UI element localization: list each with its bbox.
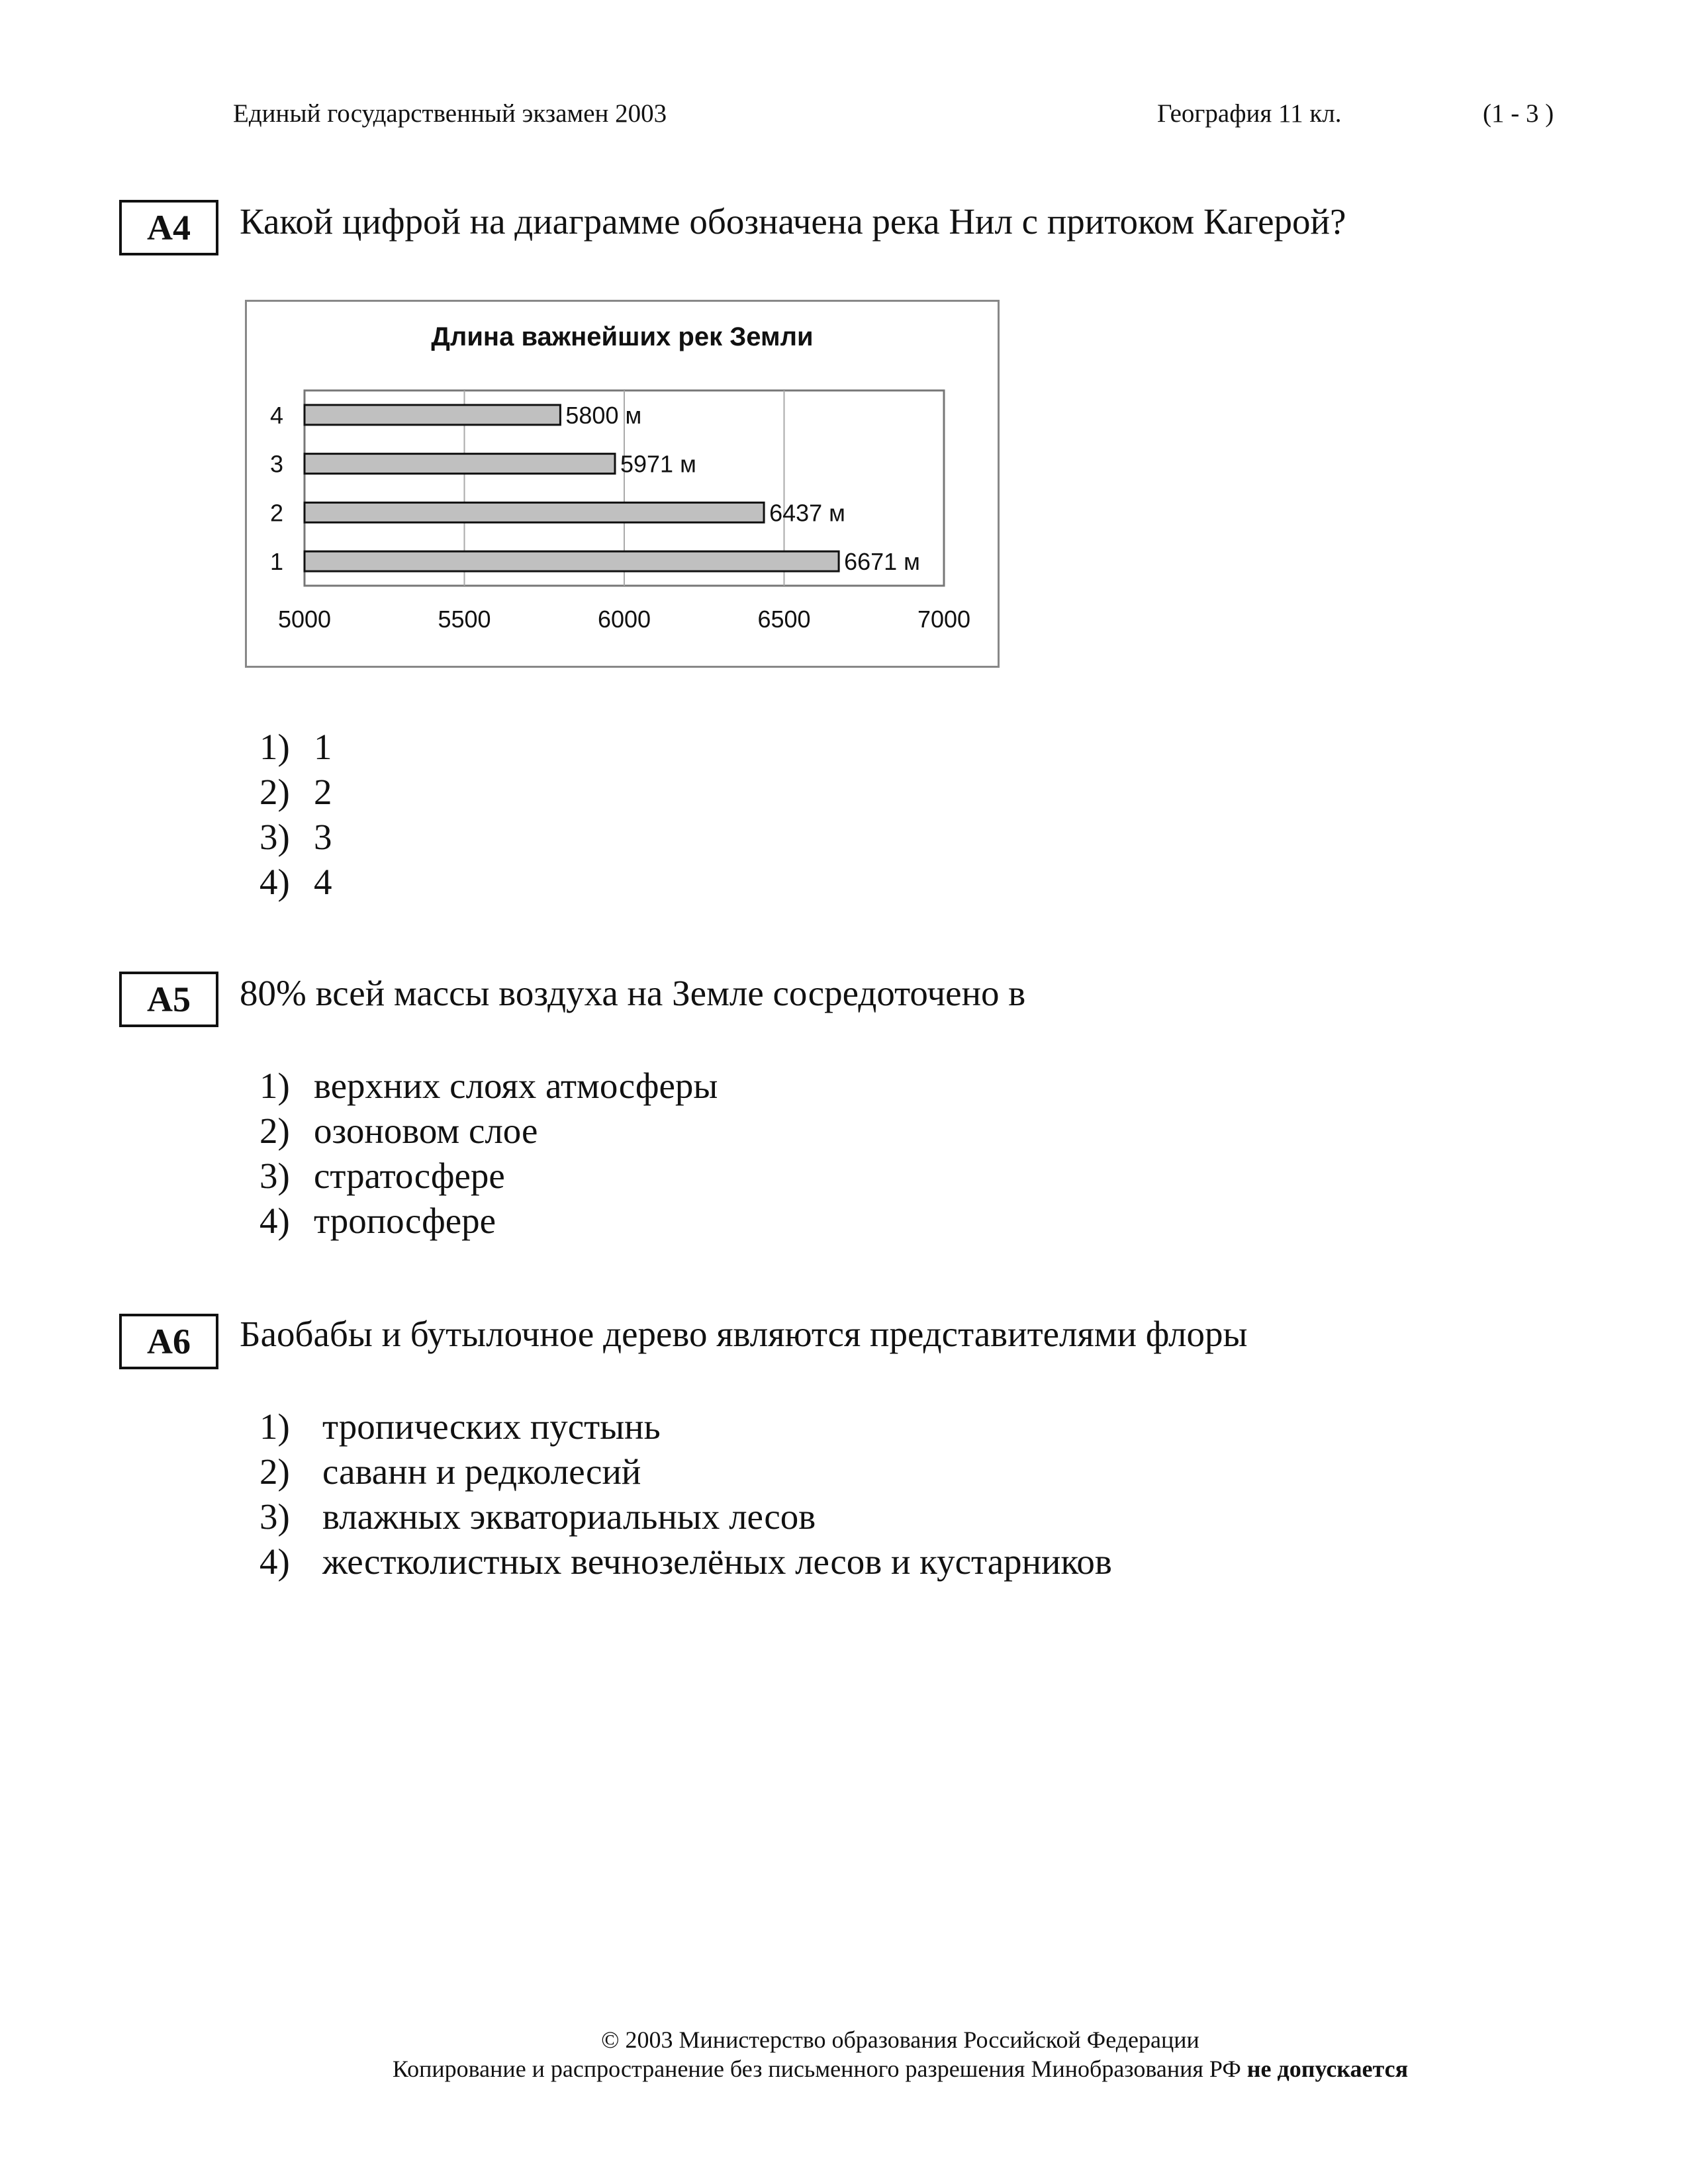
option-a6-1[interactable]	[259, 1404, 1112, 1449]
option-a4-2[interactable]	[259, 770, 332, 815]
exam-title: Единый государственный экзамен 2003	[233, 99, 667, 128]
y-tick-label: 1	[269, 548, 283, 576]
copy-restriction-text: Копирование и распространение без письменного разрешения Минобразования РФ	[392, 2056, 1247, 2082]
option-text: стратосфере	[314, 1156, 505, 1196]
options-a6	[259, 1404, 1112, 1584]
option-number: 4)	[259, 1201, 290, 1241]
option-text: 1	[314, 727, 332, 767]
option-number: 1)	[259, 1406, 290, 1447]
option-a4-4[interactable]	[259, 860, 332, 905]
option-text: тропосфере	[314, 1201, 496, 1241]
data-label: 6671 м	[844, 548, 920, 576]
option-text: жестколистных вечнозелёных лесов и кустарников	[322, 1541, 1112, 1582]
question-label-a5: А5	[119, 972, 218, 1027]
copyright-line: © 2003 Министерство образования Российской Федерации	[601, 2026, 1199, 2053]
x-tick-label: 5500	[438, 606, 491, 633]
bar-2	[305, 502, 764, 522]
option-text: озоновом слое	[314, 1111, 538, 1151]
option-number: 1)	[259, 727, 290, 767]
option-a4-1[interactable]	[259, 725, 332, 770]
x-tick-label: 6000	[597, 606, 651, 633]
page-range: (1 - 3 )	[1483, 99, 1554, 128]
subject-label: География 11 кл.	[1157, 99, 1342, 128]
option-text: 3	[314, 817, 332, 857]
option-text: 4	[314, 862, 332, 902]
copy-restriction-emphasis: не допускается	[1246, 2056, 1409, 2082]
data-label: 5971 м	[620, 450, 696, 478]
question-text-a5: 80% всей массы воздуха на Земле сосредоточено в	[240, 973, 1026, 1013]
x-tick-label: 6500	[757, 606, 811, 633]
y-tick-label: 2	[269, 499, 283, 527]
option-a5-3[interactable]	[259, 1154, 718, 1199]
option-number: 4)	[259, 862, 290, 902]
data-label: 5800 м	[565, 401, 642, 429]
option-number: 2)	[259, 1111, 290, 1151]
question-label-a6: А6	[119, 1314, 218, 1369]
option-text: 2	[314, 772, 332, 812]
option-a6-2[interactable]	[259, 1449, 1112, 1494]
option-a5-4[interactable]	[259, 1199, 718, 1244]
bar-4	[305, 405, 560, 425]
option-a6-4[interactable]	[259, 1539, 1112, 1584]
option-number: 3)	[259, 1496, 290, 1537]
option-a4-3[interactable]	[259, 815, 332, 860]
bar-3	[305, 454, 615, 474]
chart-canvas	[247, 302, 998, 666]
option-text: саванн и редколесий	[322, 1451, 641, 1492]
data-label: 6437 м	[769, 499, 845, 527]
copy-restriction-line	[0, 2054, 1688, 2083]
option-a5-1[interactable]	[259, 1064, 718, 1109]
chart-title: Длина важнейших рек Земли	[431, 322, 814, 351]
option-number: 4)	[259, 1541, 290, 1582]
option-number: 3)	[259, 1156, 290, 1196]
bar-1	[305, 551, 839, 571]
options-a4	[259, 725, 332, 905]
option-number: 3)	[259, 817, 290, 857]
question-label-a4: А4	[119, 200, 218, 255]
y-tick-label: 4	[269, 401, 283, 429]
option-text: верхних слоях атмосферы	[314, 1066, 718, 1106]
question-text-a6: Баобабы и бутылочное дерево являются представителями флоры	[240, 1314, 1248, 1354]
options-a5	[259, 1064, 718, 1244]
option-a5-2[interactable]	[259, 1109, 718, 1154]
x-tick-label: 7000	[917, 606, 971, 633]
option-text: тропических пустынь	[322, 1406, 661, 1447]
option-number: 2)	[259, 772, 290, 812]
y-tick-label: 3	[269, 450, 283, 478]
x-tick-label: 5000	[277, 606, 332, 633]
river-length-chart	[245, 300, 1000, 668]
option-number: 1)	[259, 1066, 290, 1106]
question-text-a4: Какой цифрой на диаграмме обозначена река Нил с притоком Кагерой?	[240, 201, 1346, 242]
option-number: 2)	[259, 1451, 290, 1492]
option-a6-3[interactable]	[259, 1494, 1112, 1539]
option-text: влажных экваториальных лесов	[322, 1496, 816, 1537]
